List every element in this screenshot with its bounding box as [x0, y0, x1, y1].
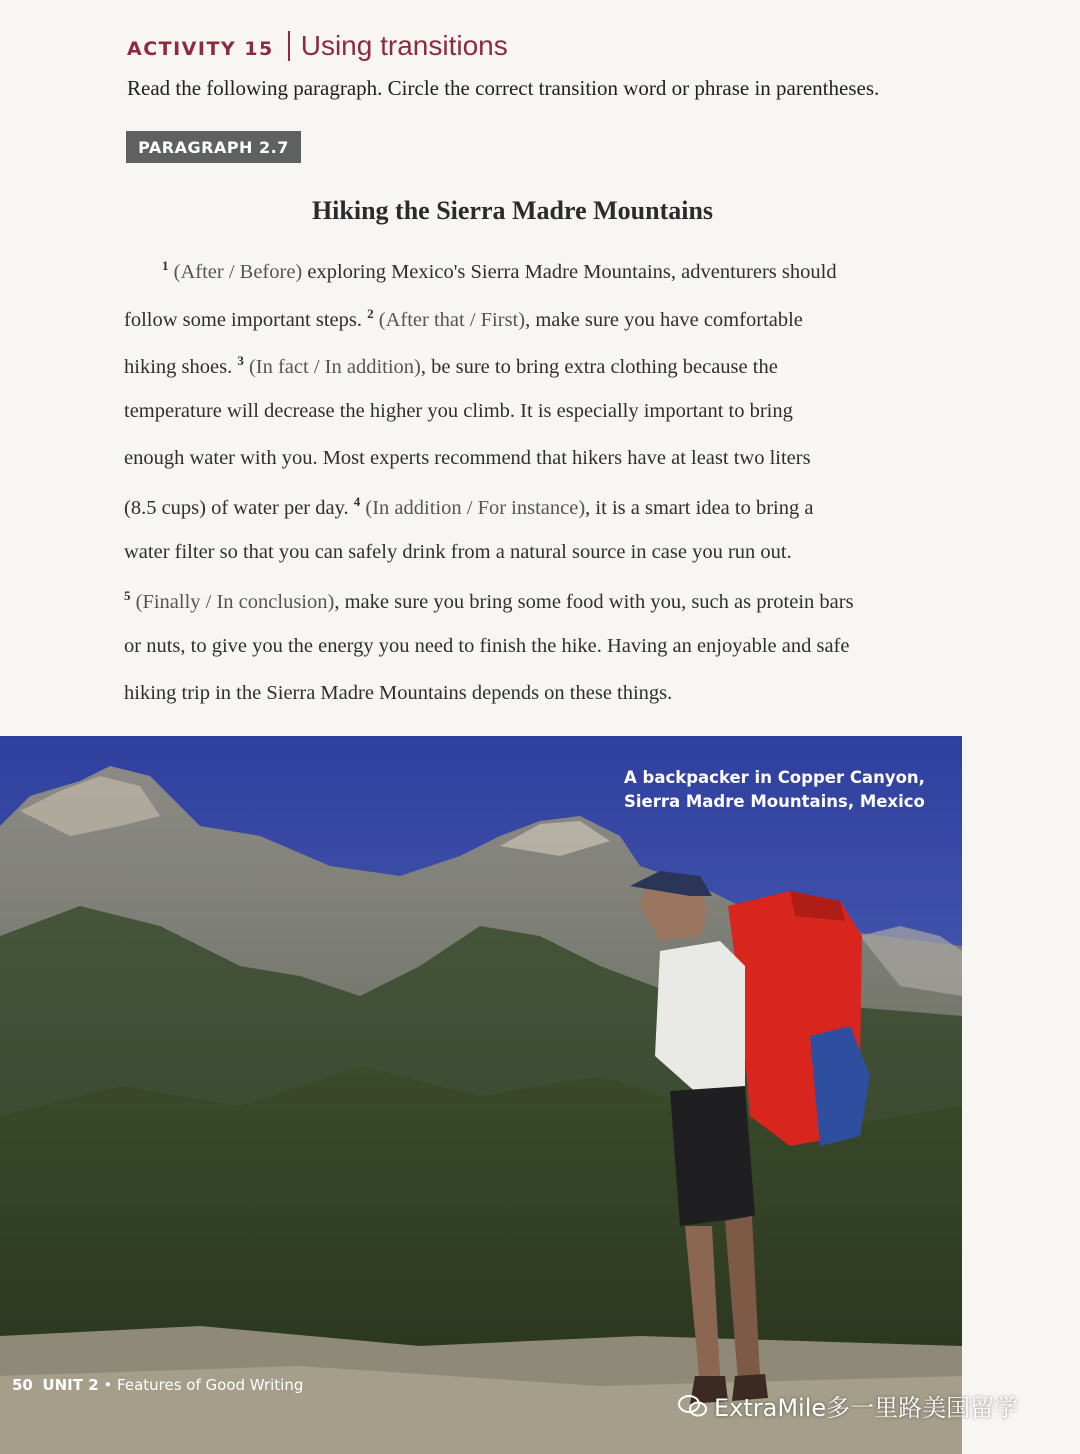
paragraph-line	[124, 447, 811, 470]
paragraph-line	[124, 353, 778, 379]
activity-header	[127, 30, 508, 62]
sentence-number: 5	[124, 588, 131, 603]
paragraph-text: , make sure you bring some food with you, such as protein bars	[334, 590, 854, 613]
page-footer	[12, 1376, 303, 1394]
activity-label: ACTIVITY 15	[127, 38, 274, 60]
paragraph-text: or nuts, to give you the energy you need to finish the hike. Having an enjoyable and safe	[124, 635, 850, 657]
paragraph-title: Hiking the Sierra Madre Mountains	[311, 196, 714, 225]
paragraph-text: hiking shoes.	[124, 355, 238, 378]
paragraph-line	[124, 682, 672, 705]
paragraph-line	[162, 258, 837, 284]
paragraph-text: temperature will decrease the higher you climb. It is especially important to bring	[124, 400, 793, 422]
paragraph-text: enough water with you. Most experts recommend that hikers have at least two liters	[124, 447, 811, 469]
mountain-scene-illustration	[0, 736, 962, 1454]
paragraph-line	[124, 541, 792, 564]
caption-line: Sierra Madre Mountains, Mexico	[624, 792, 925, 811]
unit-label: UNIT 2	[42, 1376, 99, 1394]
instructions: Read the following paragraph. Circle the correct transition word or phrase in parentheses.	[127, 76, 880, 100]
paragraph-line	[124, 588, 854, 614]
footer-bullet: •	[98, 1376, 118, 1394]
paragraph-text: hiking trip in the Sierra Madre Mountains depends on these things.	[124, 682, 673, 704]
transition-choice: (After that / First)	[378, 308, 526, 331]
activity-divider	[288, 31, 290, 61]
section-label: Features of Good Writing	[117, 1376, 304, 1394]
paragraph-text: exploring Mexico's Sierra Madre Mountains, adventurers should	[302, 260, 837, 283]
paragraph-line	[124, 635, 849, 658]
paragraph-text: follow some important steps.	[124, 308, 368, 331]
paragraph-text: water filter so that you can safely drink from a natural source in case you run out.	[124, 541, 792, 563]
photo-caption	[624, 766, 925, 814]
paragraph-text: , make sure you have comfortable	[525, 308, 803, 331]
watermark-text: ExtraMile多一里路美国留学	[714, 1394, 1019, 1422]
paragraph-line	[124, 494, 813, 520]
wechat-icon	[678, 1394, 708, 1418]
transition-choice: (In fact / In addition)	[248, 355, 421, 378]
paragraph-text: (8.5 cups) of water per day.	[124, 496, 354, 519]
sentence-number: 3	[237, 353, 244, 368]
paragraph-line	[124, 400, 793, 423]
sentence-number: 2	[367, 306, 374, 321]
activity-title: Using transitions	[300, 30, 508, 61]
paragraph-badge: PARAGRAPH 2.7	[126, 131, 301, 163]
transition-choice: (After / Before)	[173, 260, 303, 283]
transition-choice: (In addition / For instance)	[365, 496, 586, 519]
sentence-number: 1	[162, 258, 169, 273]
sentence-number: 4	[353, 494, 361, 509]
transition-choice: (Finally / In conclusion)	[135, 590, 335, 613]
page-number: 50	[12, 1376, 33, 1394]
backpacker-photo	[0, 736, 962, 1454]
paragraph-text: , be sure to bring extra clothing because the	[420, 355, 778, 378]
watermark	[678, 1388, 1018, 1423]
paragraph-line	[124, 306, 803, 332]
caption-line: A backpacker in Copper Canyon,	[624, 768, 925, 787]
paragraph-text: , it is a smart idea to bring a	[585, 496, 814, 519]
